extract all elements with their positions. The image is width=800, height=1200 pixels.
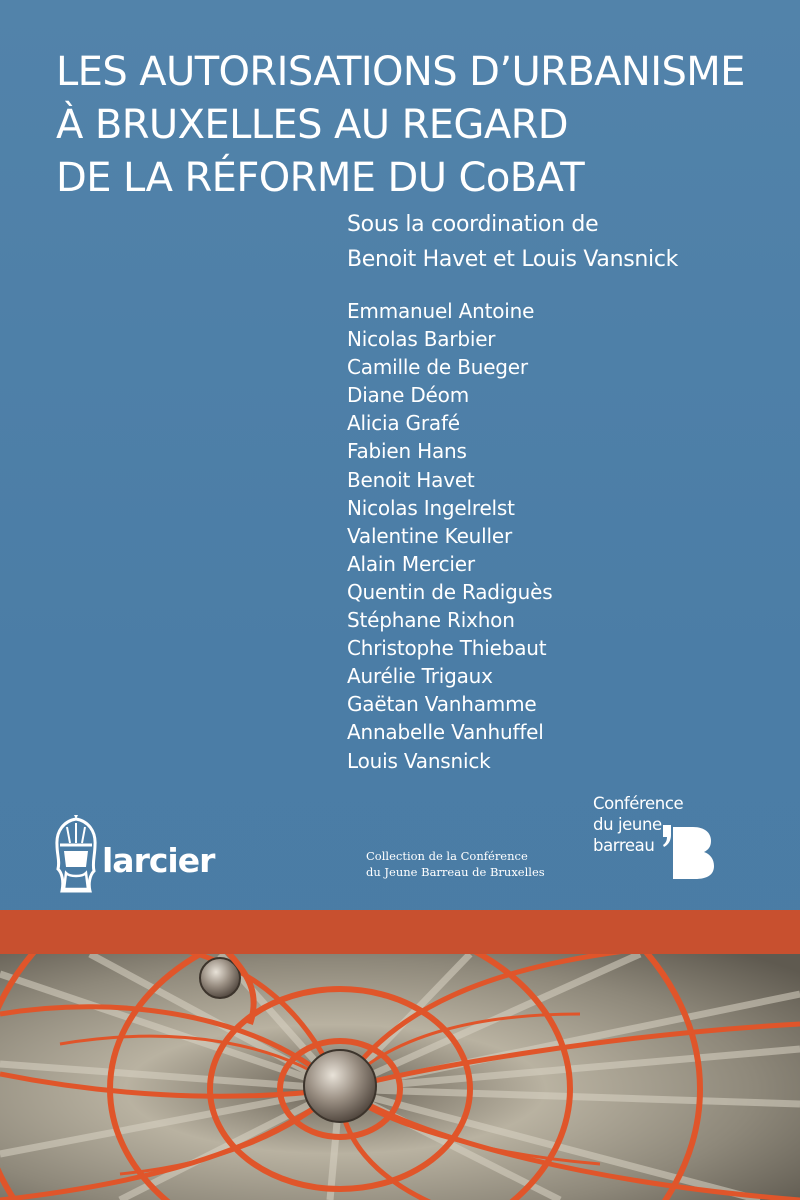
title-line-1: LES AUTORISATIONS D’URBANISME [56,49,745,95]
author-item: Louis Vansnick [347,748,491,773]
collection-line-2: du Jeune Barreau de Bruxelles [366,865,545,879]
title-line-2: À BRUXELLES AU REGARD [56,102,568,148]
author-item: Nicolas Ingelrelst [347,495,515,520]
author-item: Benoit Havet [347,467,475,492]
cjb-line-3: barreau [593,836,655,855]
cjb-line-2: du jeune [593,815,662,834]
author-list [347,297,777,775]
cjb-b-mark-icon [663,823,717,881]
author-item: Stéphane Rixhon [347,608,515,633]
author-item: Nicolas Barbier [347,327,496,352]
collection-note [366,848,586,880]
author-item: Quentin de Radiguès [347,579,553,604]
author-item: Alain Mercier [347,551,475,576]
staircase-photo [0,954,800,1200]
author-item: Aurélie Trigaux [347,664,493,689]
author-item: Diane Déom [347,383,469,408]
publisher-name: larcier [102,841,215,880]
author-item: Alicia Grafé [347,411,460,436]
cjb-logo [593,793,733,888]
author-item: Emmanuel Antoine [347,299,535,323]
cjb-line-1: Conférence [593,794,684,813]
coordination-credit [347,207,777,277]
accent-band [0,910,800,954]
title-line-3: DE LA RÉFORME DU CoBAT [56,155,585,201]
collection-line-1: Collection de la Conférence [366,849,528,863]
author-item: Gaëtan Vanhamme [347,692,537,717]
coordination-line-1: Sous la coordination de [347,212,599,237]
spiral-staircase-photo-icon [0,954,800,1200]
larcier-knight-icon [50,815,102,895]
author-item: Camille de Bueger [347,355,528,380]
coordination-line-2: Benoit Havet et Louis Vansnick [347,247,679,272]
author-item: Fabien Hans [347,439,467,464]
author-item: Annabelle Vanhuffel [347,720,544,745]
author-item: Valentine Keuller [347,523,512,548]
larcier-logo [50,815,240,895]
book-title [56,46,776,205]
author-item: Christophe Thiebaut [347,636,547,661]
